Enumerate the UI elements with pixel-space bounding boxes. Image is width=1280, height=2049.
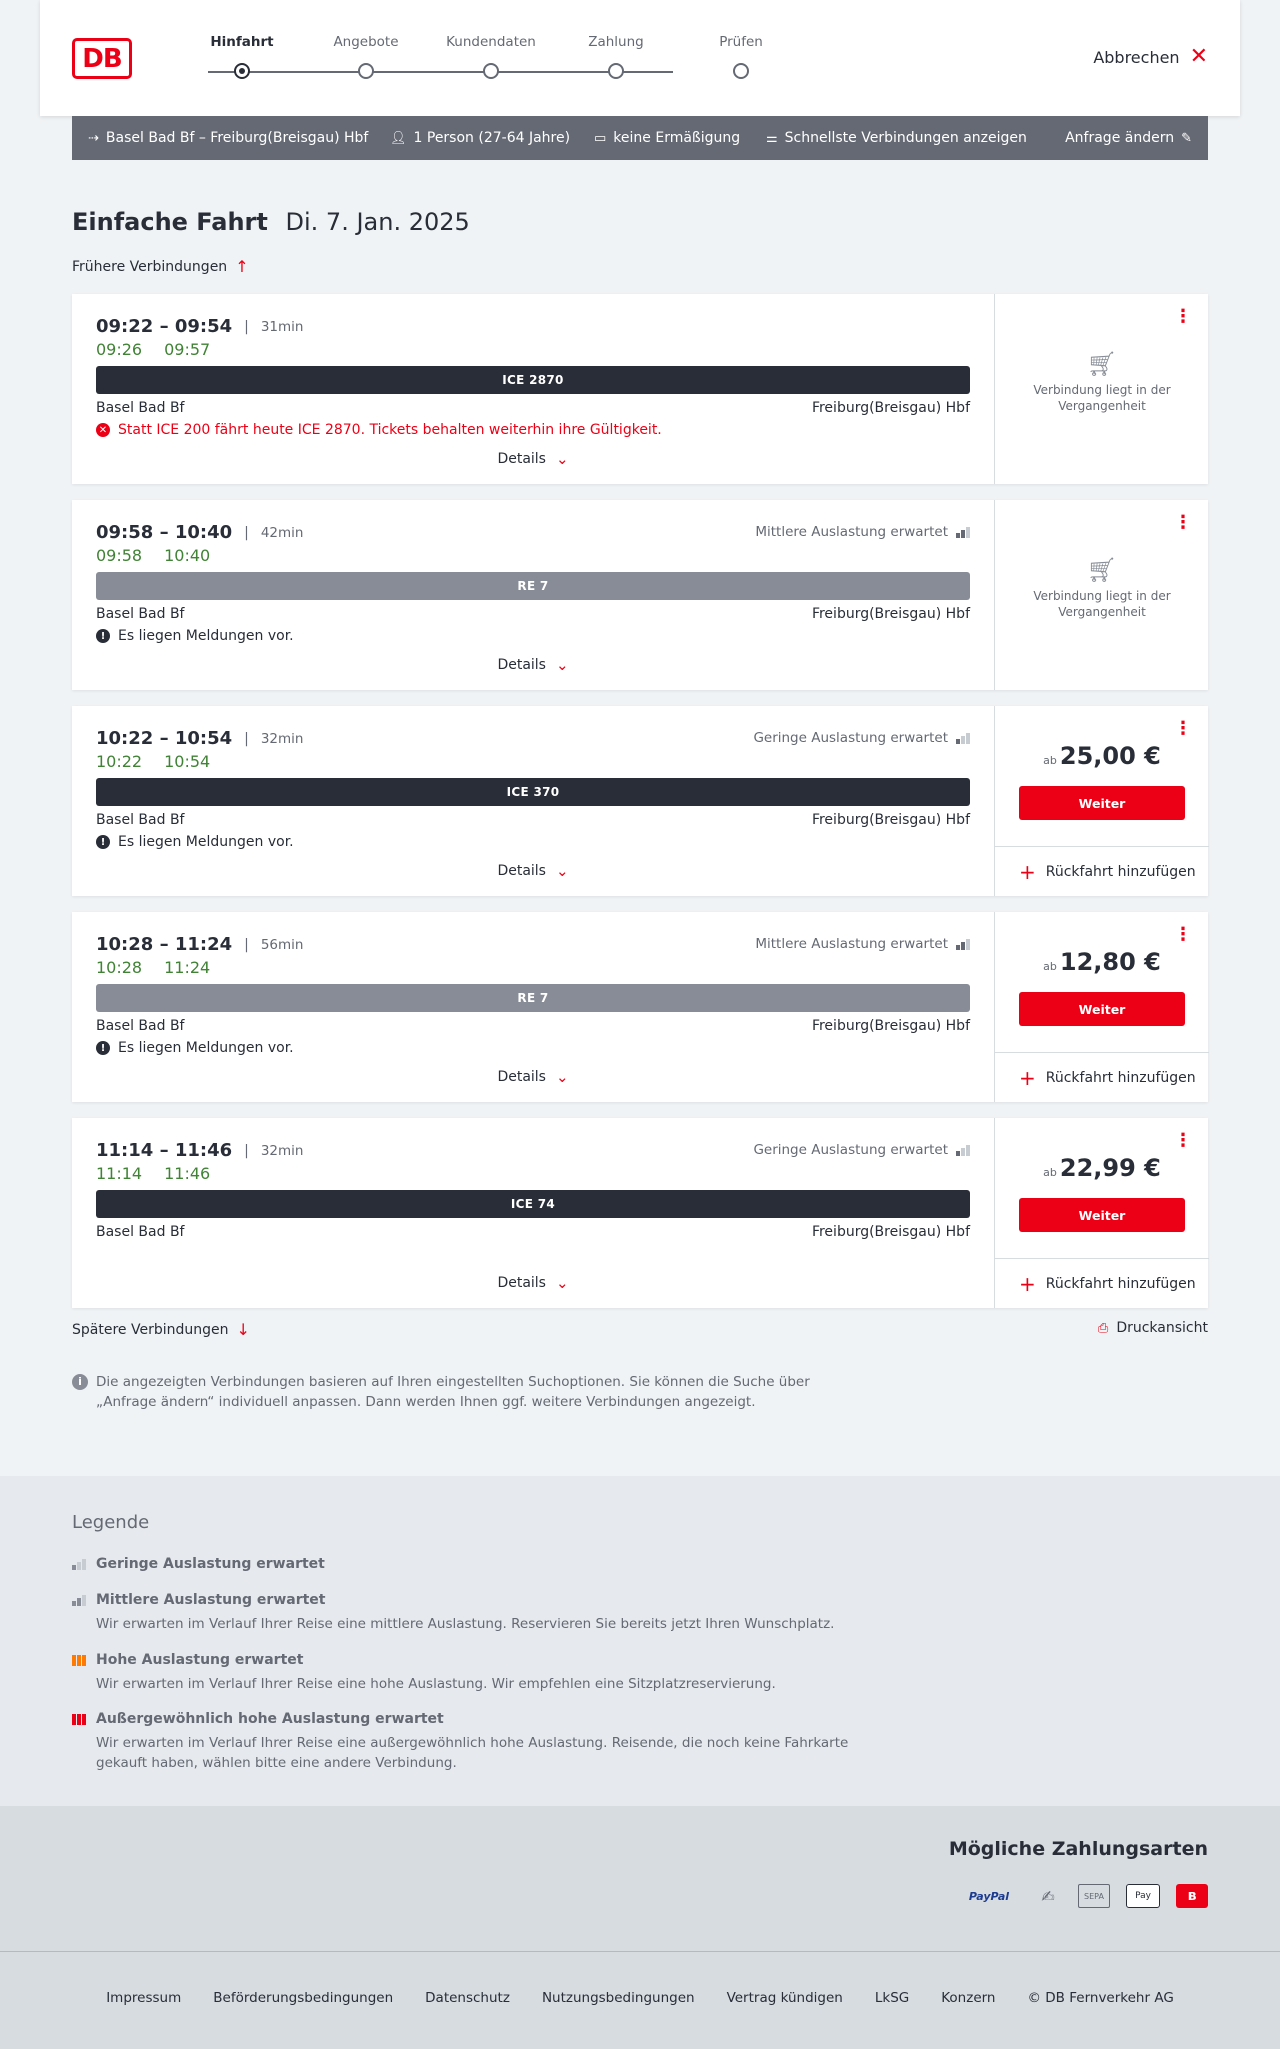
passengers-text: 1 Person (27-64 Jahre) — [413, 130, 571, 146]
discount-text: keine Ermäßigung — [613, 130, 741, 146]
price — [995, 948, 1209, 976]
search-summary-bar — [72, 116, 1208, 160]
footer-link[interactable]: Konzern — [941, 1990, 996, 2006]
add-return-trip-button[interactable] — [995, 1052, 1209, 1102]
details-toggle[interactable] — [72, 1068, 994, 1086]
connection-message — [96, 834, 294, 850]
step-label: Angebote — [333, 34, 399, 50]
duration: 32min — [260, 730, 304, 747]
connection-details — [72, 1118, 994, 1308]
destination-station: Freiburg(Breisgau) Hbf — [811, 400, 970, 416]
train-bar: ICE 74 — [96, 1190, 970, 1218]
price — [995, 1154, 1209, 1182]
realtime-arrival: 09:57 — [164, 340, 211, 359]
connection-details — [72, 706, 994, 896]
occupancy-text: Mittlere Auslastung erwartet — [755, 524, 948, 540]
realtime-times — [96, 546, 210, 565]
realtime-departure: 10:22 — [96, 752, 143, 771]
offer-panel — [994, 500, 1208, 690]
person-icon: 👤︎ — [390, 130, 407, 146]
separator: | — [244, 1142, 249, 1159]
more-options-icon[interactable]: ⋮ — [1174, 924, 1192, 945]
plus-icon: + — [1019, 1271, 1036, 1296]
realtime-arrival: 10:54 — [164, 752, 211, 771]
payment-title: Mögliche Zahlungsarten — [948, 1838, 1208, 1860]
planned-times: 09:22 – 09:54 — [96, 316, 233, 337]
occupancy-text: Geringe Auslastung erwartet — [753, 1142, 948, 1158]
details-toggle[interactable] — [72, 450, 994, 468]
train-bar: RE 7 — [96, 572, 970, 600]
chevron-down-icon: ⌄ — [555, 1274, 569, 1292]
step-dot-icon — [608, 63, 624, 79]
apple-pay-icon — [1126, 1884, 1160, 1908]
info-icon: i — [72, 1374, 88, 1390]
offer-panel — [994, 294, 1208, 484]
realtime-times — [96, 1164, 210, 1183]
connection-past-info — [995, 350, 1209, 414]
realtime-times — [96, 340, 210, 359]
connection-times — [96, 522, 303, 543]
footer-link[interactable]: Nutzungsbedingungen — [541, 1990, 695, 2006]
alert-icon: ! — [96, 629, 110, 643]
legend-high — [72, 1652, 872, 1694]
payment-section — [0, 1806, 1280, 1952]
price-value: 12,80 € — [1059, 948, 1161, 976]
connection-card[interactable] — [72, 706, 1208, 896]
occupancy-medium-icon — [956, 527, 970, 538]
origin-station: Basel Bad Bf — [96, 400, 185, 416]
price-prefix: ab — [1043, 960, 1057, 973]
step-dot-active-icon — [234, 63, 250, 79]
card-icon: ▭ — [594, 130, 607, 146]
occupancy-info — [753, 1142, 970, 1158]
close-icon: ✕ — [1189, 44, 1208, 69]
connection-card[interactable] — [72, 294, 1208, 484]
connection-message — [96, 628, 294, 644]
connection-times — [96, 934, 303, 955]
step-dot-icon — [733, 63, 749, 79]
connection-message — [96, 1040, 294, 1056]
realtime-departure: 09:26 — [96, 340, 143, 359]
connection-card[interactable] — [72, 500, 1208, 690]
add-return-trip-button[interactable] — [995, 1258, 1209, 1308]
planned-times: 10:28 – 11:24 — [96, 934, 233, 955]
train-bar: ICE 370 — [96, 778, 970, 806]
arrow-up-icon: ↑ — [235, 257, 249, 276]
origin-station: Basel Bad Bf — [96, 1224, 185, 1240]
summary-passengers — [390, 116, 570, 160]
print-label: Druckansicht — [1116, 1320, 1208, 1336]
search-notice — [72, 1372, 852, 1412]
price-prefix: ab — [1043, 1166, 1057, 1179]
summary-route — [88, 116, 368, 160]
step-label: Hinfahrt — [210, 34, 274, 50]
apple-pay-label: Pay — [1135, 1891, 1151, 1901]
direct-debit-icon: ✍ — [1041, 1886, 1055, 1906]
offer-panel — [994, 1118, 1208, 1308]
connection-times — [96, 728, 303, 749]
message-text: Es liegen Meldungen vor. — [118, 628, 294, 644]
paypal-icon: PayPal — [968, 1889, 1010, 1903]
add-return-trip-button[interactable] — [995, 846, 1209, 896]
printer-icon: ⎙ — [1097, 1320, 1109, 1336]
route-arrow-icon: ⇢ — [88, 130, 99, 146]
cancel-button[interactable] — [1093, 46, 1208, 68]
legend-section — [0, 1476, 1280, 1806]
realtime-times — [96, 752, 210, 771]
step-pruefen[interactable] — [681, 34, 801, 54]
occupancy-low-icon — [956, 733, 970, 744]
footer-link[interactable]: Impressum — [106, 1990, 182, 2006]
details-label: Details — [497, 451, 546, 467]
legend-item-title: Hohe Auslastung erwartet — [96, 1652, 304, 1668]
origin-station: Basel Bad Bf — [96, 1018, 185, 1034]
realtime-arrival: 11:24 — [164, 958, 211, 977]
notice-text: Die angezeigten Verbindungen basieren auf Ihren eingestellten Suchoptionen. Sie können die Suche über „Anfrage ändern“ individuell anpassen. Dann werden Ihnen ggf. weitere Verbindungen angezeigt. — [96, 1374, 810, 1410]
legend-medium — [72, 1592, 872, 1634]
separator: | — [244, 730, 249, 747]
separator: | — [244, 524, 249, 541]
footer-link[interactable]: Beförderungsbedingungen — [213, 1990, 394, 2006]
stepper-line — [208, 71, 673, 73]
realtime-arrival: 10:40 — [164, 546, 211, 565]
connection-details — [72, 912, 994, 1102]
change-request-button[interactable] — [1065, 116, 1192, 160]
price — [995, 742, 1209, 770]
offer-panel — [994, 912, 1208, 1102]
separator: | — [244, 318, 249, 335]
connection-past-info — [995, 556, 1209, 620]
step-dot-icon — [483, 63, 499, 79]
details-label: Details — [497, 863, 546, 879]
continue-button[interactable]: Weiter — [1019, 786, 1185, 820]
past-text: Verbindung liegt in der Vergangenheit — [1033, 589, 1171, 619]
details-toggle[interactable] — [72, 1274, 994, 1292]
details-label: Details — [497, 657, 546, 673]
chevron-down-icon: ⌄ — [555, 656, 569, 674]
more-options-icon[interactable]: ⋮ — [1174, 718, 1192, 739]
legend-item-desc: Wir erwarten im Verlauf Ihrer Reise eine außergewöhnlich hohe Auslastung. Reisende, die noch keine Fahrkarte gekauft haben, wählen bitte eine andere Verbindung. — [96, 1735, 849, 1771]
message-text: Es liegen Meldungen vor. — [118, 834, 294, 850]
legend-item-title: Außergewöhnlich hohe Auslastung erwartet — [96, 1711, 444, 1727]
earlier-connections-link[interactable] — [72, 257, 249, 276]
chevron-down-icon: ⌄ — [555, 450, 569, 468]
fastest-connections-toggle[interactable] — [766, 116, 1027, 160]
step-angebote[interactable] — [306, 34, 426, 54]
trip-type: Einfache Fahrt — [72, 208, 268, 236]
sepa-icon: SEPA — [1078, 1884, 1110, 1908]
duration: 42min — [260, 524, 304, 541]
plus-icon: + — [1019, 1065, 1036, 1090]
more-options-icon[interactable]: ⋮ — [1174, 1130, 1192, 1151]
legend-title: Legende — [72, 1512, 150, 1533]
destination-station: Freiburg(Breisgau) Hbf — [811, 606, 970, 622]
alert-icon: ! — [96, 1041, 110, 1055]
destination-station: Freiburg(Breisgau) Hbf — [811, 812, 970, 828]
more-options-icon[interactable]: ⋮ — [1174, 306, 1192, 327]
footer-link[interactable]: LkSG — [874, 1990, 910, 2006]
price-prefix: ab — [1043, 754, 1057, 767]
details-label: Details — [497, 1275, 546, 1291]
origin-station: Basel Bad Bf — [96, 606, 185, 622]
offer-panel — [994, 706, 1208, 896]
fastest-text: Schnellste Verbindungen anzeigen — [784, 130, 1027, 146]
step-label: Zahlung — [588, 34, 644, 50]
occupancy-medium-icon — [72, 1595, 86, 1606]
planned-times: 11:14 – 11:46 — [96, 1140, 233, 1161]
footer-link[interactable]: © DB Fernverkehr AG — [1027, 1990, 1174, 2006]
message-text: Es liegen Meldungen vor. — [118, 1040, 294, 1056]
plus-icon: + — [1019, 859, 1036, 884]
step-zahlung[interactable] — [556, 34, 676, 54]
step-dot-icon — [358, 63, 374, 79]
db-bonus-icon: ʙ — [1176, 1884, 1208, 1908]
realtime-departure: 09:58 — [96, 546, 143, 565]
change-request-label: Anfrage ändern — [1065, 130, 1175, 146]
message-text: Statt ICE 200 fährt heute ICE 2870. Tickets behalten weiterhin ihre Gültigkeit. — [118, 422, 662, 438]
occupancy-medium-icon — [956, 939, 970, 950]
realtime-arrival: 11:46 — [164, 1164, 211, 1183]
footer-link[interactable]: Vertrag kündigen — [726, 1990, 843, 2006]
duration: 32min — [260, 1142, 304, 1159]
print-view-link[interactable] — [1098, 1320, 1208, 1336]
planned-times: 09:58 – 10:40 — [96, 522, 233, 543]
progress-stepper — [182, 34, 763, 84]
sliders-icon: ⚌ — [766, 130, 778, 146]
earlier-label: Frühere Verbindungen — [72, 258, 228, 275]
legend-low — [72, 1556, 872, 1572]
step-label: Prüfen — [719, 34, 763, 50]
past-text: Verbindung liegt in der Vergangenheit — [1033, 383, 1171, 413]
continue-button[interactable]: Weiter — [1019, 1198, 1185, 1232]
planned-times: 10:22 – 10:54 — [96, 728, 233, 749]
occupancy-low-icon — [956, 1145, 970, 1156]
header — [40, 0, 1240, 116]
alert-icon: ! — [96, 835, 110, 849]
details-toggle[interactable] — [72, 862, 994, 880]
occupancy-extra-high-icon — [72, 1714, 86, 1725]
footer-link[interactable]: Datenschutz — [425, 1990, 510, 2006]
error-icon: ✕ — [96, 423, 110, 437]
footer — [0, 1952, 1280, 2049]
occupancy-info — [755, 524, 970, 540]
route-text: Basel Bad Bf – Freiburg(Breisgau) Hbf — [105, 130, 369, 146]
occupancy-info — [753, 730, 970, 746]
occupancy-text: Geringe Auslastung erwartet — [753, 730, 948, 746]
chevron-down-icon: ⌄ — [555, 1068, 569, 1086]
details-toggle[interactable] — [72, 656, 994, 674]
connection-card[interactable] — [72, 912, 1208, 1102]
legend-item-desc: Wir erwarten im Verlauf Ihrer Reise eine mittlere Auslastung. Reservieren Sie bereits jetzt Ihren Wunschplatz. — [96, 1616, 835, 1632]
occupancy-low-icon — [72, 1559, 86, 1570]
continue-button[interactable]: Weiter — [1019, 992, 1185, 1026]
step-label: Kundendaten — [446, 34, 536, 50]
db-logo[interactable]: DB — [72, 38, 132, 79]
payment-icons — [960, 1884, 1208, 1908]
cart-unavailable-icon: 🛒︎ — [1086, 350, 1118, 378]
step-kundendaten[interactable] — [431, 34, 551, 54]
occupancy-high-icon — [72, 1655, 86, 1666]
cart-unavailable-icon: 🛒︎ — [1086, 556, 1118, 584]
later-label: Spätere Verbindungen — [72, 1321, 229, 1338]
legend-extra-high — [72, 1711, 872, 1773]
train-bar: ICE 2870 — [96, 366, 970, 394]
connection-times — [96, 316, 303, 337]
duration: 31min — [260, 318, 304, 335]
chevron-down-icon: ⌄ — [555, 862, 569, 880]
destination-station: Freiburg(Breisgau) Hbf — [811, 1224, 970, 1240]
origin-station: Basel Bad Bf — [96, 812, 185, 828]
cancel-label: Abbrechen — [1093, 47, 1180, 67]
return-label: Rückfahrt hinzufügen — [1045, 863, 1196, 880]
more-options-icon[interactable]: ⋮ — [1174, 512, 1192, 533]
duration: 56min — [260, 936, 304, 953]
realtime-departure: 11:14 — [96, 1164, 143, 1183]
summary-discount — [594, 116, 740, 160]
realtime-departure: 10:28 — [96, 958, 143, 977]
footer-links — [0, 1990, 1280, 2006]
details-label: Details — [497, 1069, 546, 1085]
train-bar: RE 7 — [96, 984, 970, 1012]
occupancy-text: Mittlere Auslastung erwartet — [755, 936, 948, 952]
connection-message — [96, 422, 662, 438]
arrow-down-icon: ↓ — [236, 1320, 250, 1339]
separator: | — [244, 936, 249, 953]
legend-item-title: Mittlere Auslastung erwartet — [96, 1592, 326, 1608]
destination-station: Freiburg(Breisgau) Hbf — [811, 1018, 970, 1034]
return-label: Rückfahrt hinzufügen — [1045, 1275, 1196, 1292]
pencil-icon: ✎ — [1181, 130, 1192, 146]
price-value: 22,99 € — [1059, 1154, 1161, 1182]
legend-item-title: Geringe Auslastung erwartet — [96, 1556, 325, 1572]
connection-details — [72, 500, 994, 690]
price-value: 25,00 € — [1059, 742, 1161, 770]
later-connections-link[interactable] — [72, 1320, 250, 1339]
step-hinfahrt[interactable] — [182, 34, 302, 54]
occupancy-info — [755, 936, 970, 952]
trip-date: Di. 7. Jan. 2025 — [285, 208, 470, 236]
connection-times — [96, 1140, 303, 1161]
connection-details — [72, 294, 994, 484]
legend-item-desc: Wir erwarten im Verlauf Ihrer Reise eine hohe Auslastung. Wir empfehlen eine Sitzplatzreservierung. — [96, 1676, 776, 1692]
connection-card[interactable] — [72, 1118, 1208, 1308]
realtime-times — [96, 958, 210, 977]
return-label: Rückfahrt hinzufügen — [1045, 1069, 1196, 1086]
page-title — [72, 208, 470, 236]
